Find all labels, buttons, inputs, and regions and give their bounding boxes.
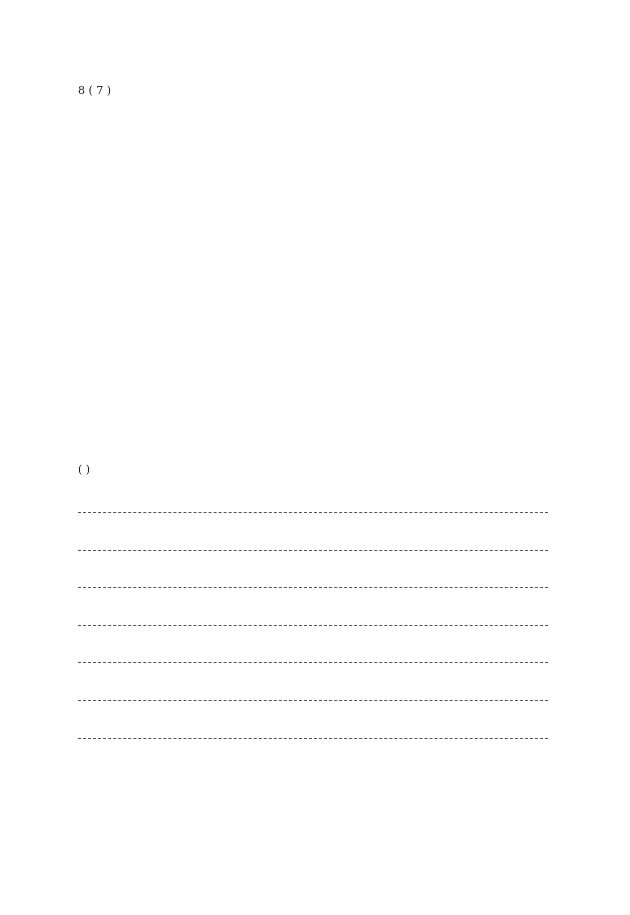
clause-close: )	[106, 84, 112, 97]
reason-line[interactable]	[78, 512, 548, 513]
reason-line[interactable]	[78, 738, 548, 739]
reason-line[interactable]	[78, 587, 548, 588]
reason-line[interactable]	[78, 625, 548, 626]
clause-open: (	[88, 84, 93, 97]
reason-label	[78, 463, 90, 477]
reason-line[interactable]	[78, 550, 548, 551]
reason-line[interactable]	[78, 662, 548, 663]
reason-line[interactable]	[78, 700, 548, 701]
form-reference	[78, 84, 111, 98]
reason-open: (	[78, 463, 83, 476]
clause-number: 7	[96, 84, 104, 97]
form-number: 8	[78, 84, 85, 97]
reason-close: )	[85, 463, 91, 476]
